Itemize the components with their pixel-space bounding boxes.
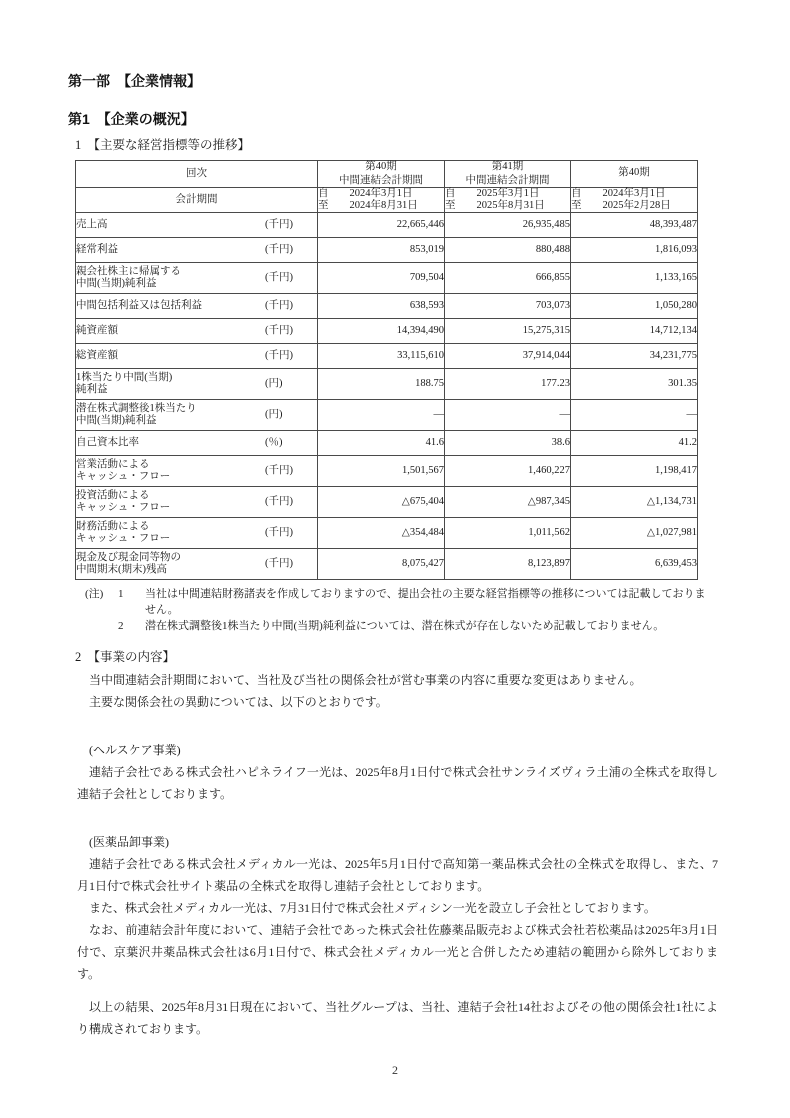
table-cell: 1,460,227: [445, 456, 571, 487]
table-cell: 48,393,487: [571, 213, 698, 238]
table-row: 純資産額 (千円) 14,394,490 15,275,315 14,712,134: [76, 319, 698, 344]
unit-label: (千円): [265, 272, 293, 283]
table-cell: 14,394,490: [318, 319, 445, 344]
note-item: 2 潜在株式調整後1株当たり中間(当期)純利益については、潜在株式が存在しないため記載しておりません。: [118, 620, 665, 632]
column-sub: 中間連結会計期間: [465, 175, 550, 186]
table-row: 経常利益 (千円) 853,019 880,488 1,816,093: [76, 238, 698, 263]
table-header-row: [76, 161, 698, 188]
table-row: 潜在株式調整後1株当たり 中間(当期)純利益 (円) ― ― ―: [76, 400, 698, 431]
column-term: 第40期: [365, 161, 397, 172]
unit-label: (千円): [265, 219, 293, 230]
unit-label: (千円): [265, 527, 293, 538]
table-cell: 14,712,134: [571, 319, 698, 344]
period-range: 自 2024年3月1日 至 2025年2月28日: [571, 188, 698, 213]
table-cell: 703,073: [445, 294, 571, 319]
conclusion-block: [77, 996, 718, 1040]
table-cell: 1,133,165: [571, 263, 698, 294]
paragraph: 以上の結果、2025年8月31日現在において、当社グループは、当社、連結子会社14社およびその他の関係会社1社により構成されております。: [77, 1000, 718, 1036]
table-cell: 8,123,897: [445, 549, 571, 580]
unit-label: (千円): [265, 496, 293, 507]
business-intro: [77, 669, 718, 713]
financial-indicators-table: [75, 160, 698, 580]
table-cell: 1,198,417: [571, 456, 698, 487]
table-cell: 1,050,280: [571, 294, 698, 319]
table-cell: 301.35: [571, 369, 698, 400]
part-heading: 第一部 【企業情報】: [68, 73, 201, 89]
paragraph: 連結子会社である株式会社メディカル一光は、2025年5月1日付で高知第一薬品株式会社の全株式を取得し、また、7月1日付で株式会社サイト薬品の全株式を取得し連結子会社としております。: [77, 857, 718, 893]
table-cell: 853,019: [318, 238, 445, 263]
unit-label: (千円): [265, 465, 293, 476]
table-row: 親会社株主に帰属する 中間(当期)純利益 (千円) 709,504 666,855 1,133,165: [76, 263, 698, 294]
unit-label: (千円): [265, 558, 293, 569]
table-cell: ―: [571, 400, 698, 431]
paragraph: 主要な関係会社の異動については、以下のとおりです。: [89, 695, 388, 709]
table-cell: 33,115,610: [318, 344, 445, 369]
paragraph: また、株式会社メディカル一光は、7月31日付で株式会社メディシン一光を設立し子会社としております。: [89, 901, 656, 915]
indicators-heading: 1 【主要な経営指標等の推移】: [75, 138, 251, 152]
pharma-heading: (医薬品卸事業): [89, 835, 169, 849]
table-cell: 6,639,453: [571, 549, 698, 580]
table-row: 総資産額 (千円) 33,115,610 37,914,044 34,231,775: [76, 344, 698, 369]
table-cell: 880,488: [445, 238, 571, 263]
table-row: 自己資本比率 (％) 41.6 38.6 41.2: [76, 431, 698, 456]
table-cell: △675,404: [318, 487, 445, 518]
period-range: 自 2024年3月1日 至 2024年8月31日: [318, 188, 445, 213]
table-cell: 709,504: [318, 263, 445, 294]
table-cell: 26,935,485: [445, 213, 571, 238]
table-cell: 22,665,446: [318, 213, 445, 238]
column-header: [571, 161, 698, 188]
table-cell: △1,134,731: [571, 487, 698, 518]
unit-label: (千円): [265, 244, 293, 255]
table-row: 売上高 (千円) 22,665,446 26,935,485 48,393,487: [76, 213, 698, 238]
table-row: 現金及び現金同等物の 中間期末(期末)残高 (千円) 8,075,427 8,123,897 6,639,453: [76, 549, 698, 580]
table-cell: 15,275,315: [445, 319, 571, 344]
table-row: 投資活動による キャッシュ・フロー (千円) △675,404 △987,345 △1,134,731: [76, 487, 698, 518]
table-cell: 8,075,427: [318, 549, 445, 580]
table-cell: 41.6: [318, 431, 445, 456]
unit-label: (円): [265, 409, 283, 420]
note-marker: (注): [85, 588, 104, 600]
table-cell: ―: [318, 400, 445, 431]
healthcare-heading: (ヘルスケア事業): [89, 743, 181, 757]
table-cell: 38.6: [445, 431, 571, 456]
table-cell: 37,914,044: [445, 344, 571, 369]
column-term: 第41期: [491, 161, 524, 172]
table-row: 1株当たり中間(当期) 純利益 (円) 188.75 177.23 301.35: [76, 369, 698, 400]
table-notes: [85, 586, 718, 634]
table-cell: 1,011,562: [445, 518, 571, 549]
round-label: 回次: [76, 161, 318, 188]
healthcare-section: [77, 739, 718, 805]
table-period-row: [76, 188, 698, 213]
paragraph: 連結子会社である株式会社ハピネライフ一光は、2025年8月1日付で株式会社サンライズヴィラ土浦の全株式を取得し連結子会社としております。: [77, 765, 718, 801]
table-cell: 666,855: [445, 263, 571, 294]
pharma-section: [77, 831, 718, 985]
period-label: 会計期間: [76, 188, 318, 213]
table-cell: 177.23: [445, 369, 571, 400]
unit-label: (千円): [265, 300, 293, 311]
column-term: 第40期: [618, 167, 650, 178]
table-row: 営業活動による キャッシュ・フロー (千円) 1,501,567 1,460,227 1,198,417: [76, 456, 698, 487]
business-heading: 2 【事業の内容】: [75, 650, 176, 664]
table-row: 財務活動による キャッシュ・フロー (千円) △354,484 1,011,562 △1,027,981: [76, 518, 698, 549]
table-row: 中間包括利益又は包括利益 (千円) 638,593 703,073 1,050,280: [76, 294, 698, 319]
table-cell: 638,593: [318, 294, 445, 319]
table-cell: △1,027,981: [571, 518, 698, 549]
paragraph: なお、前連結会計年度において、連結子会社であった株式会社佐藤薬品販売および株式会社若松薬品は2025年3月1日付で、京葉沢井薬品株式会社は6月1日付で、株式会社メディカル一光と合併したため連結の範囲から除外しております。: [77, 923, 718, 981]
table-cell: 1,816,093: [571, 238, 698, 263]
column-header: [318, 161, 445, 188]
table-cell: 41.2: [571, 431, 698, 456]
table-cell: △354,484: [318, 518, 445, 549]
table-cell: 188.75: [318, 369, 445, 400]
table-cell: 1,501,567: [318, 456, 445, 487]
period-range: 自 2025年3月1日 至 2025年8月31日: [445, 188, 571, 213]
table-cell: 34,231,775: [571, 344, 698, 369]
table-cell: △987,345: [445, 487, 571, 518]
column-header: [445, 161, 571, 188]
unit-label: (円): [265, 378, 283, 389]
unit-label: (千円): [265, 325, 293, 336]
unit-label: (千円): [265, 350, 293, 361]
chapter-heading: 第1 【企業の概況】: [68, 111, 195, 127]
column-sub: 中間連結会計期間: [339, 175, 423, 186]
table-cell: ―: [445, 400, 571, 431]
note-item: (注) 1 当社は中間連結財務諸表を作成しておりますので、提出会社の主要な経営指標等の推移については記載しておりません。: [85, 588, 706, 616]
paragraph: 当中間連結会計期間において、当社及び当社の関係会社が営む事業の内容に重要な変更はありません。: [89, 673, 642, 687]
page-number: 2: [392, 1063, 398, 1077]
unit-label: (％): [265, 437, 283, 448]
